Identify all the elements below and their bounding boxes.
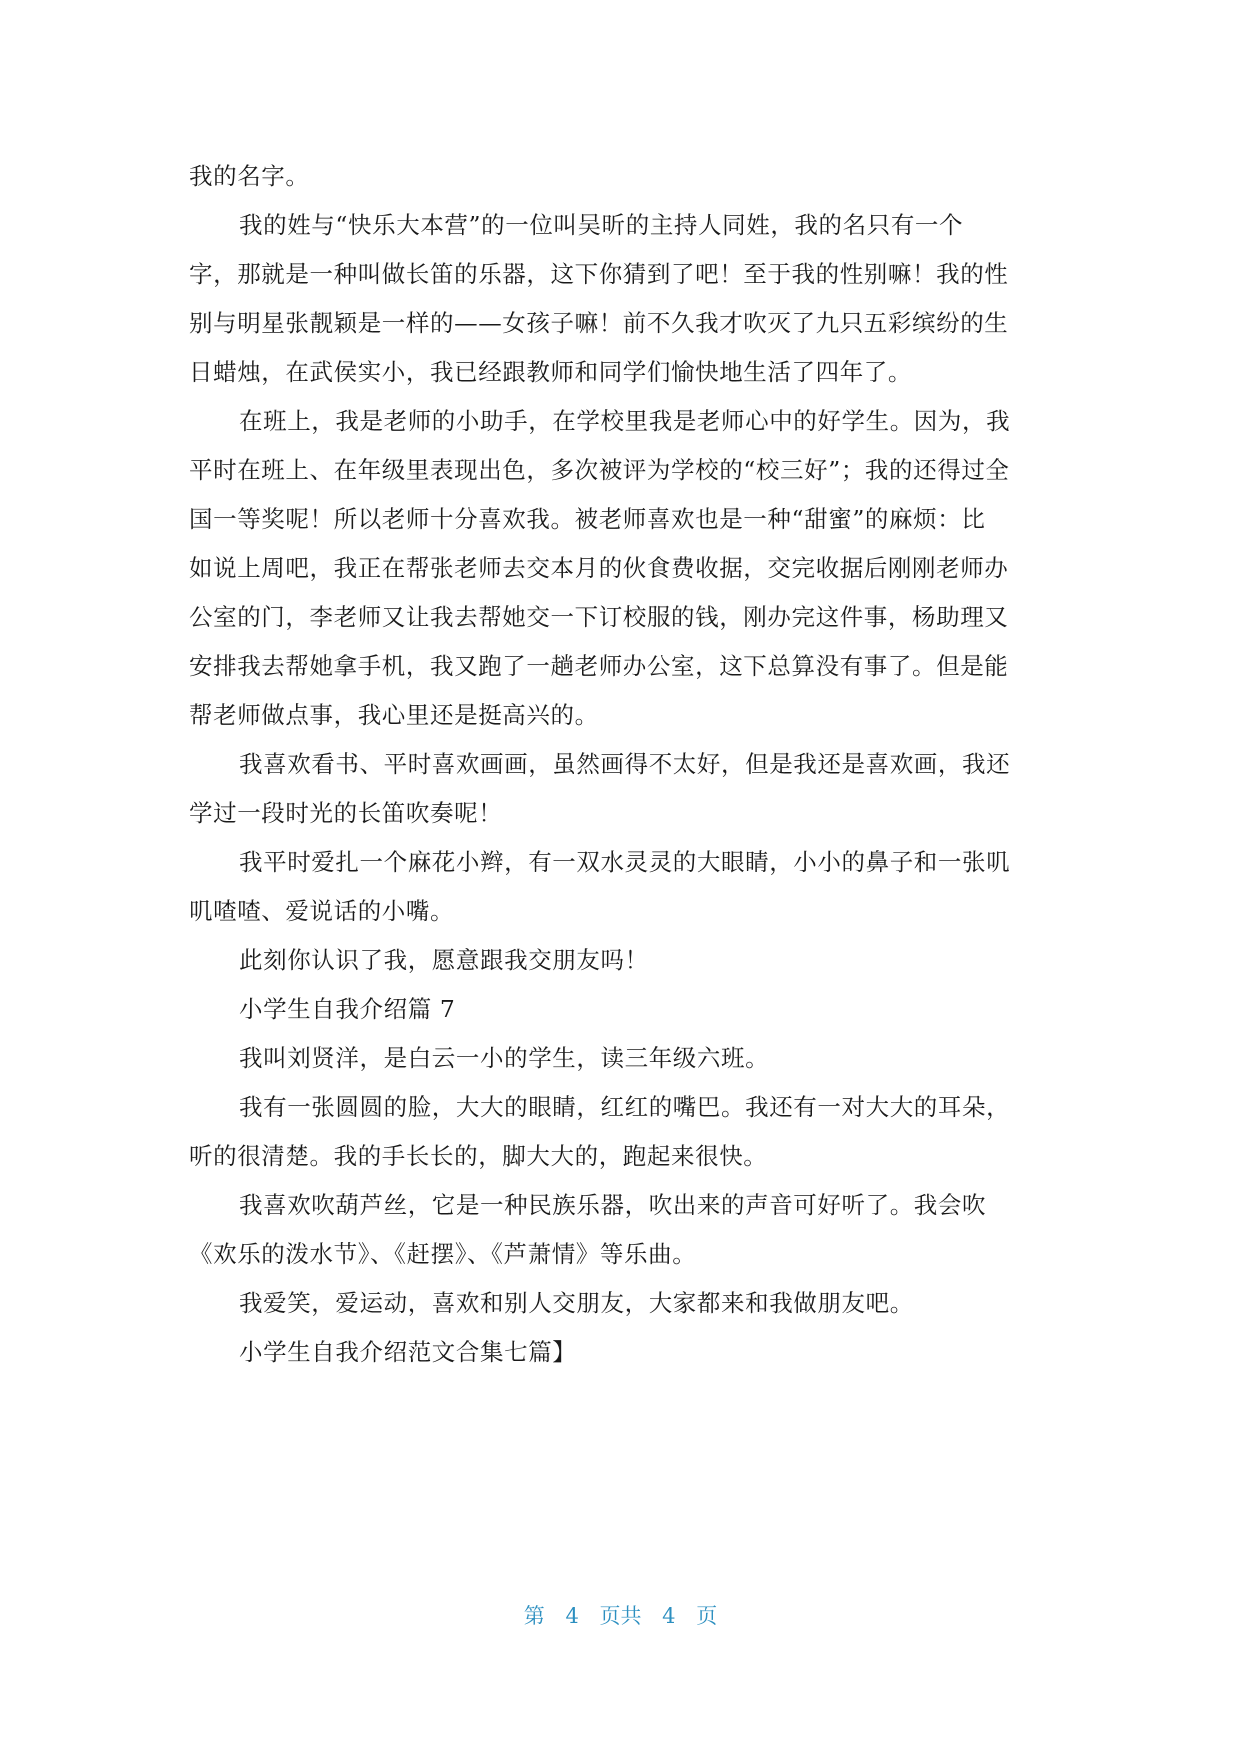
text-line: 日蜡烛，在武侯实小，我已经跟教师和同学们愉快地生活了四年了。: [189, 358, 912, 386]
text-line: 我喜欢看书、平时喜欢画画，虽然画得不太好，但是我还是喜欢画，我还: [239, 750, 1011, 778]
text-line: 我叫刘贤洋，是白云一小的学生，读三年级六班。: [239, 1044, 770, 1072]
text-line: 听的很清楚。我的手长长的，脚大大的，跑起来很快。: [189, 1142, 768, 1170]
page-footer: 第 4 页共 4 页: [523, 1604, 718, 1628]
text-line: 我爱笑，爱运动，喜欢和别人交朋友，大家都来和我做朋友吧。: [239, 1289, 914, 1317]
text-line: 我平时爱扎一个麻花小辫，有一双水灵灵的大眼睛，小小的鼻子和一张叽: [239, 848, 1011, 876]
text-line: 安排我去帮她拿手机，我又跑了一趟老师办公室，这下总算没有事了。但是能: [189, 652, 1009, 680]
text-line: 在班上，我是老师的小助手，在学校里我是老师心中的好学生。因为，我: [239, 407, 1011, 435]
text-line: 我有一张圆圆的脸，大大的眼睛，红红的嘴巴。我还有一对大大的耳朵，: [239, 1093, 1011, 1121]
text-line: 小学生自我介绍篇 7: [239, 995, 456, 1023]
text-line: 《欢乐的泼水节》、《赶摆》、《芦萧情》等乐曲。: [189, 1240, 697, 1268]
text-line: 我的名字。: [189, 162, 310, 190]
text-line: 帮老师做点事，我心里还是挺高兴的。: [189, 701, 599, 729]
text-line: 叽喳喳、爱说话的小嘴。: [189, 897, 455, 925]
text-line: 如说上周吧，我正在帮张老师去交本月的伙食费收据，交完收据后刚刚老师办: [189, 554, 1009, 582]
text-line: 字，那就是一种叫做长笛的乐器，这下你猜到了吧！至于我的性别嘛！我的性: [189, 260, 1009, 288]
text-line: 学过一段时光的长笛吹奏呢！: [189, 799, 503, 827]
text-line: 我喜欢吹葫芦丝，它是一种民族乐器，吹出来的声音可好听了。我会吹: [239, 1191, 987, 1219]
text-line: 我的姓与“快乐大本营”的一位叫吴昕的主持人同姓，我的名只有一个: [239, 211, 964, 239]
text-line: 小学生自我介绍范文合集七篇】: [239, 1338, 577, 1366]
text-line: 别与明星张靓颖是一样的——女孩子嘛！前不久我才吹灭了九只五彩缤纷的生: [189, 309, 1009, 337]
document-body: [189, 152, 1059, 1377]
text-line: 此刻你认识了我，愿意跟我交朋友吗！: [239, 946, 649, 974]
text-line: 公室的门，李老师又让我去帮她交一下订校服的钱，刚办完这件事，杨助理又: [189, 603, 1009, 631]
text-line: 国一等奖呢！所以老师十分喜欢我。被老师喜欢也是一种“甜蜜”的麻烦：比: [189, 505, 986, 533]
text-line: 平时在班上、在年级里表现出色，多次被评为学校的“校三好”；我的还得过全: [189, 456, 1010, 484]
